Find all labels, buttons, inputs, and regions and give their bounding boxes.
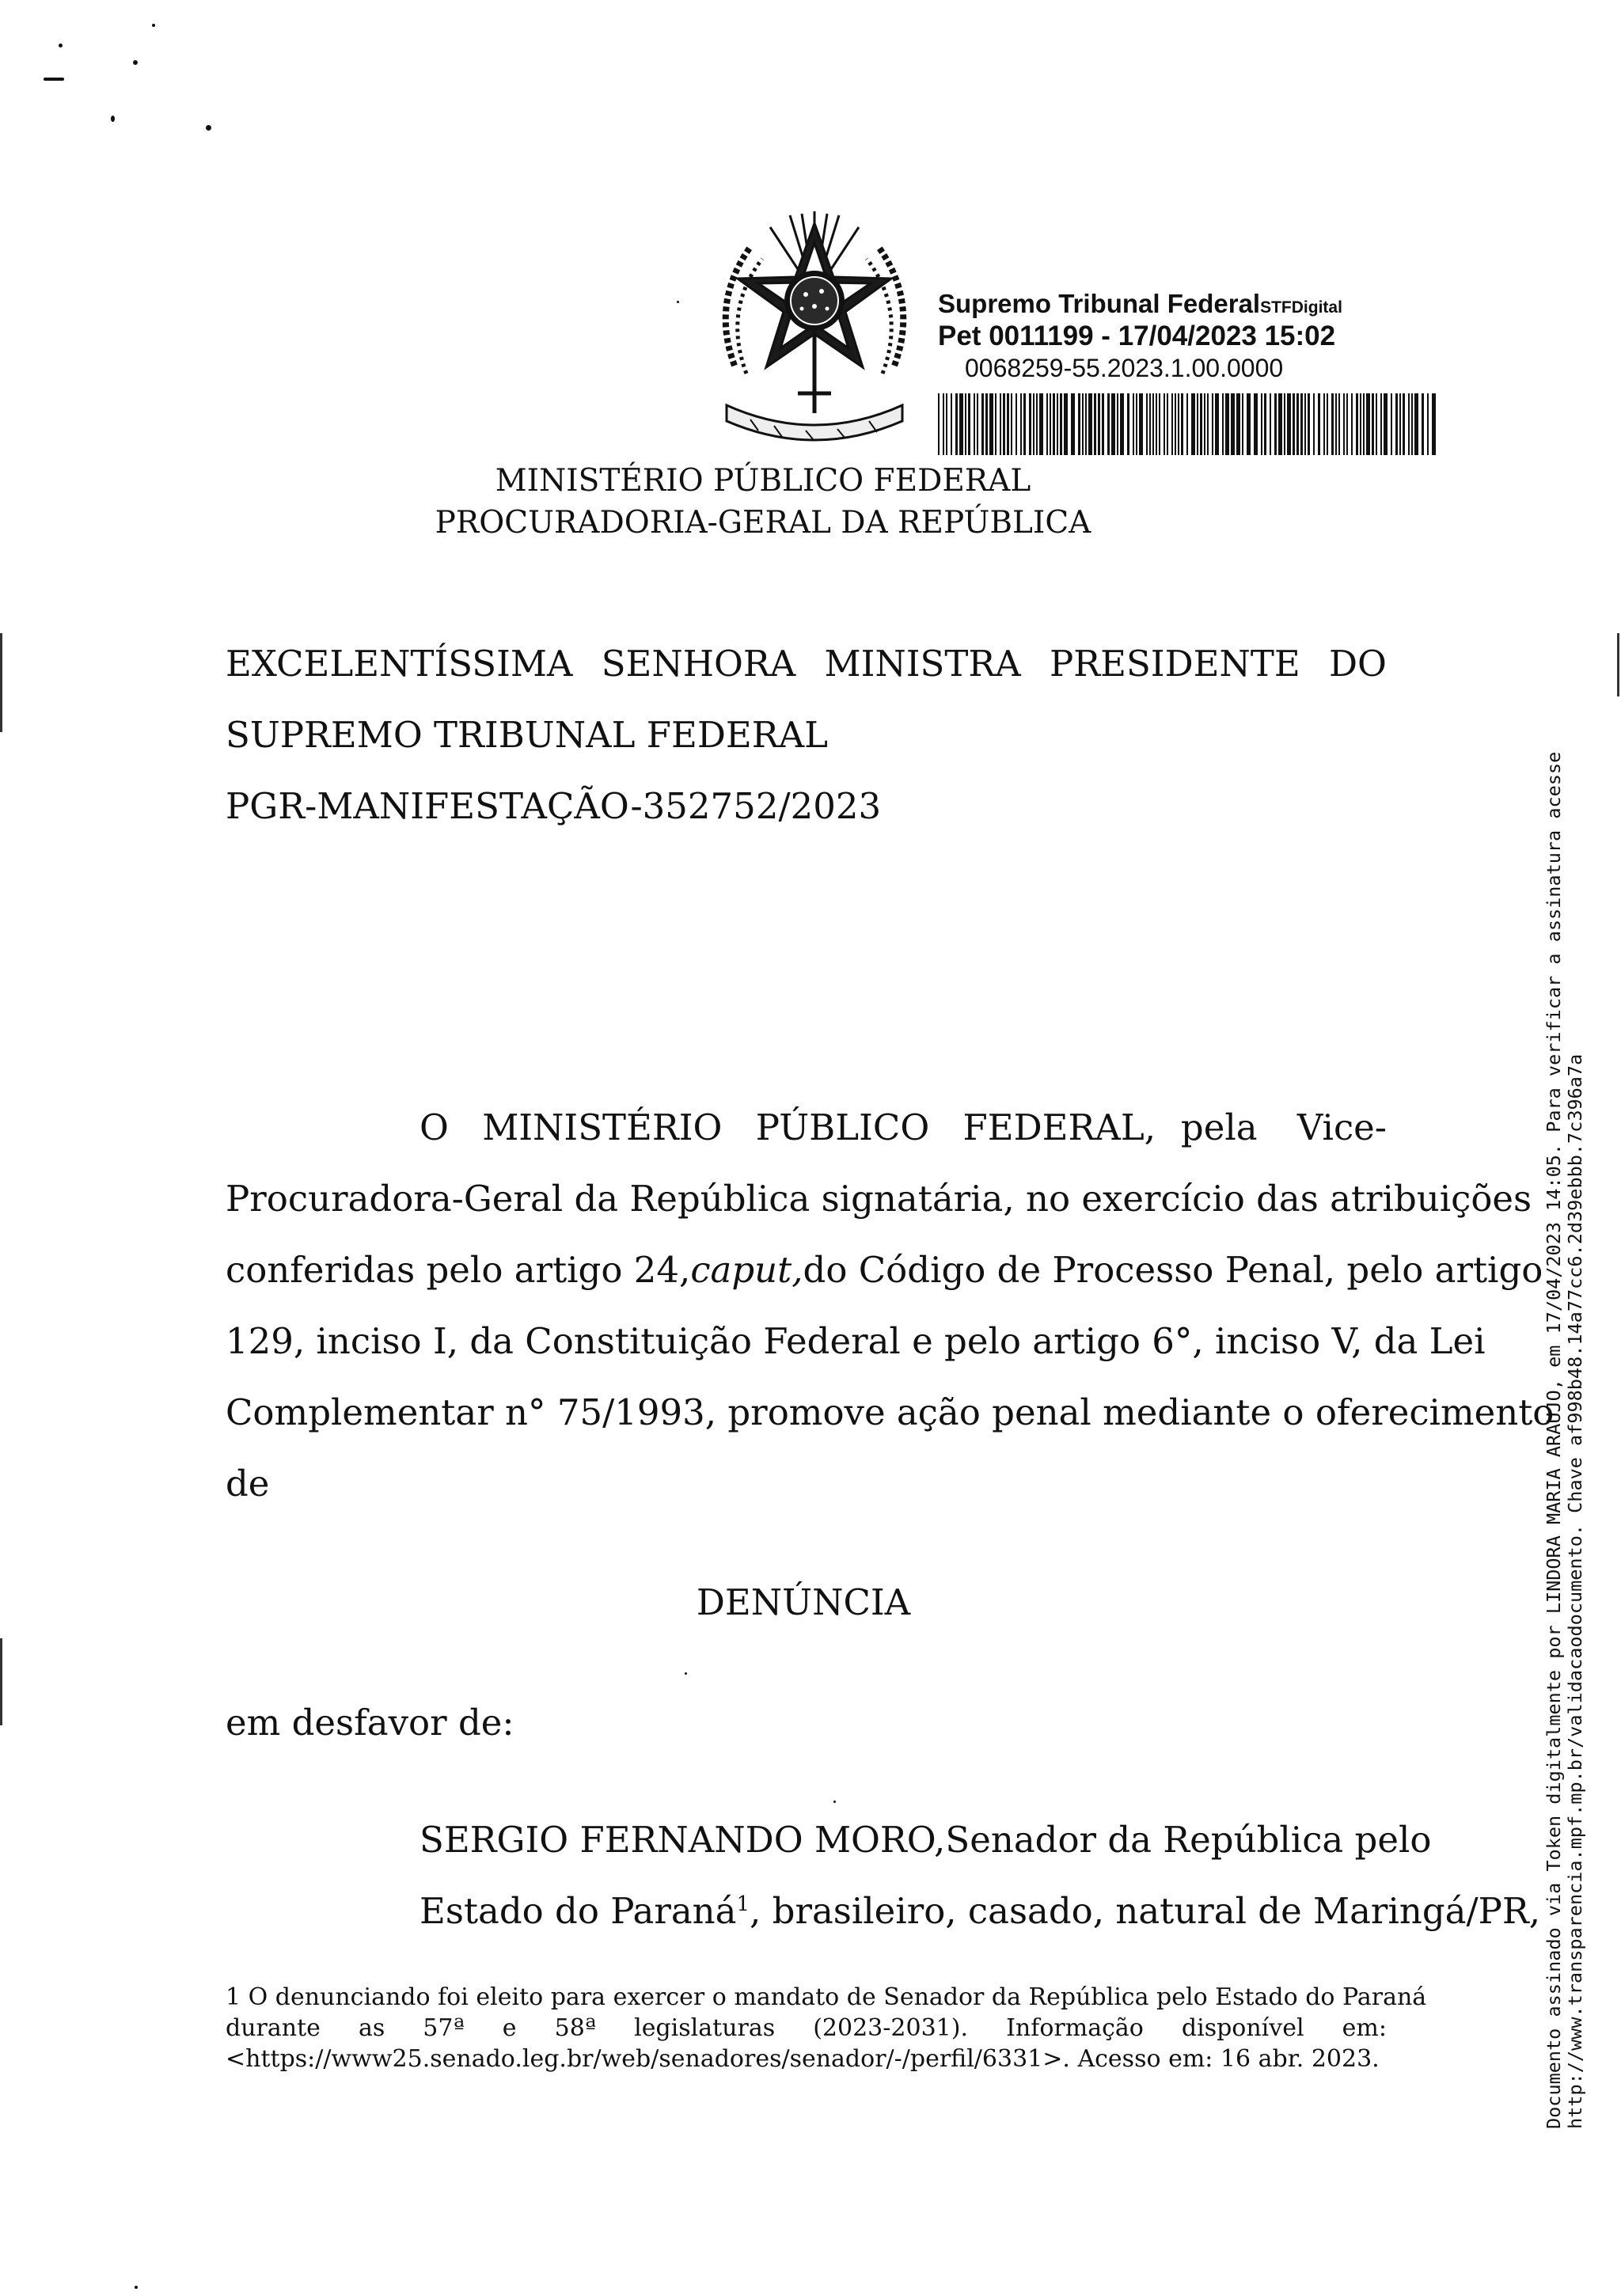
address-word: EXCELENTÍSSIMA	[226, 643, 573, 685]
barcode-bar	[1380, 393, 1382, 455]
defendant-name: SERGIO FERNANDO MORO,	[419, 1819, 946, 1861]
barcode-bar	[1000, 393, 1001, 455]
barcode-bar	[1146, 393, 1148, 455]
barcode-bar	[1247, 393, 1251, 455]
footnote-word: e	[502, 2014, 517, 2042]
barcode-bar	[1331, 393, 1334, 455]
barcode-bar	[1403, 393, 1405, 455]
barcode-bar	[1111, 393, 1115, 455]
barcode-bar	[1186, 393, 1188, 455]
barcode-bar	[1414, 393, 1418, 455]
barcode-bar	[1231, 393, 1235, 455]
barcode-bar	[1356, 393, 1358, 455]
barcode-bar	[1046, 393, 1048, 455]
address-word: PRESIDENTE	[1049, 643, 1300, 685]
barcode-bar	[1304, 393, 1306, 455]
barcode-bar	[1207, 393, 1209, 455]
paragraph-text: do Código de Processo Penal, pelo artigo	[803, 1249, 1543, 1291]
paragraph-italic: caput,	[690, 1249, 803, 1291]
barcode-bar	[1078, 393, 1080, 455]
barcode-bar	[1318, 393, 1320, 455]
barcode-bar	[1261, 393, 1262, 455]
barcode-bar	[1102, 393, 1104, 455]
barcode-bar	[1408, 393, 1410, 455]
scan-speck	[152, 24, 155, 27]
barcode-bar	[968, 393, 970, 455]
barcode-bar	[1133, 393, 1134, 455]
barcode-bar	[1039, 393, 1043, 455]
document-reference: PGR-MANIFESTAÇÃO-352752/2023	[226, 785, 882, 827]
barcode-bar	[938, 393, 940, 455]
barcode-bar	[1007, 393, 1009, 455]
paragraph-line-1	[419, 1106, 1387, 1148]
barcode-bar	[1427, 393, 1429, 455]
barcode-bar	[1215, 393, 1219, 455]
barcode-bar	[1399, 393, 1401, 455]
address-word: DO	[1328, 643, 1387, 685]
barcode-bar	[1120, 393, 1124, 455]
paragraph-line-5: Complementar n° 75/1993, promove ação penal mediante o oferecimento	[226, 1391, 1555, 1433]
barcode-bar	[1327, 393, 1328, 455]
barcode-bar	[1384, 393, 1388, 455]
barcode-bar	[955, 393, 958, 455]
barcode-bar	[1064, 393, 1068, 455]
scan-speck	[833, 1801, 836, 1803]
header-attorney-general: PROCURADORIA-GERAL DA REPÚBLICA	[435, 505, 1091, 541]
barcode-bar	[1136, 393, 1137, 455]
footnote-word: (2023-2031).	[813, 2014, 968, 2042]
barcode-bar	[1098, 393, 1100, 455]
barcode-bar	[946, 393, 947, 455]
stamp-petition: Pet 0011199 - 17/04/2023 15:02	[938, 321, 1336, 351]
barcode-bar	[1139, 393, 1143, 455]
barcode-bar	[1011, 393, 1012, 455]
address-word: MINISTRA	[824, 643, 1021, 685]
barcode-bar	[1036, 393, 1038, 455]
defendant-line-2	[419, 1890, 1540, 1932]
barcode-bar	[985, 393, 988, 455]
barcode-bar	[1363, 393, 1365, 455]
barcode-bar	[1156, 393, 1157, 455]
barcode-bar	[965, 393, 966, 455]
scan-speck	[133, 60, 138, 65]
barcode-bar	[1175, 393, 1176, 455]
scan-edge-line	[1617, 633, 1619, 696]
barcode-bar	[981, 393, 984, 455]
barcode-bar	[1372, 393, 1374, 455]
barcode-bar	[1360, 393, 1361, 455]
barcode-bar	[1200, 393, 1202, 455]
barcode-bar	[1164, 393, 1165, 455]
header-ministry: MINISTÉRIO PÚBLICO FEDERAL	[495, 463, 1031, 499]
barcode-bar	[1254, 393, 1258, 455]
barcode-bar	[1029, 393, 1031, 455]
barcode-bar	[1053, 393, 1055, 455]
barcode-bar	[1050, 393, 1051, 455]
address-line-1	[226, 643, 1387, 685]
barcode-bar	[943, 393, 944, 455]
scan-speck	[206, 125, 211, 131]
barcode-bar	[1197, 393, 1198, 455]
barcode-bar	[951, 393, 952, 455]
scan-edge-line	[0, 1638, 2, 1725]
paragraph-line-3	[226, 1249, 1543, 1291]
footnote-marker: 1	[736, 1892, 750, 1916]
footnote-word: 57ª	[423, 2014, 465, 2042]
barcode-bar	[1411, 393, 1413, 455]
barcode-bar	[1222, 393, 1224, 455]
barcode-bar	[1432, 393, 1436, 455]
barcode-bar	[1033, 393, 1034, 455]
stamp-digital: STFDigital	[1260, 298, 1342, 317]
footnote-word: durante	[226, 2014, 321, 2042]
barcode-bar	[1346, 393, 1348, 455]
barcode-bar	[1212, 393, 1213, 455]
barcode-bar	[1376, 393, 1377, 455]
party-name: O MINISTÉRIO PÚBLICO FEDERAL,	[419, 1106, 1156, 1148]
barcode-bar	[1278, 393, 1282, 455]
barcode-bar	[1088, 393, 1092, 455]
barcode-bar	[974, 393, 975, 455]
barcode-bar	[1082, 393, 1084, 455]
signature-line-1: Documento assinado via Token digitalmente por LINDORA MARIA ARAUJO, em 17/04/2023 14:05. Para verificar a assinatura acesse	[1543, 751, 1565, 2129]
barcode-bar	[1149, 393, 1151, 455]
barcode-bar	[1351, 393, 1353, 455]
barcode-bar	[1127, 393, 1129, 455]
paragraph-line-2: Procuradora-Geral da República signatária, no exercício das atribuições	[226, 1178, 1532, 1220]
barcode-bar	[1366, 393, 1370, 455]
footnote-word: disponível	[1181, 2014, 1304, 2042]
footnote-line-3: <https://www25.senado.leg.br/web/senadores/senador/-/perfil/6331>. Acesso em: 16 abr. 2023.	[226, 2045, 1380, 2073]
barcode-bar	[1023, 393, 1026, 455]
scan-speck	[44, 78, 64, 81]
against-label: em desfavor de:	[226, 1702, 514, 1744]
footnote-word: as	[358, 2014, 385, 2042]
scan-speck	[135, 2286, 138, 2289]
barcode-bar	[1422, 393, 1424, 455]
barcode-bar	[1236, 393, 1240, 455]
stamp-court-line	[938, 289, 1444, 319]
barcode-bar	[1264, 393, 1266, 455]
signature-verification-link[interactable]: http://www.transparencia.mpf.mp.br/validacaodocumento. Chave af998b48.14a77cc6.2d39ebbb.7c396a7a	[1564, 1053, 1586, 2129]
barcode-bar	[1107, 393, 1110, 455]
barcode-bar	[1296, 393, 1299, 455]
barcode-bar	[1060, 393, 1062, 455]
barcode-bar	[1300, 393, 1303, 455]
barcode-bar	[977, 393, 978, 455]
scan-speck	[111, 116, 115, 122]
protocol-stamp	[938, 289, 1444, 383]
barcode-bar	[1287, 393, 1291, 455]
barcode-bar	[959, 393, 963, 455]
barcode-bar	[1171, 393, 1173, 455]
barcode-bar	[1284, 393, 1285, 455]
paragraph-text: conferidas pelo artigo 24,	[226, 1249, 691, 1291]
footnote-word: 58ª	[554, 2014, 597, 2042]
barcode-bar	[995, 393, 997, 455]
address-line-2: SUPREMO TRIBUNAL FEDERAL	[226, 714, 829, 756]
defendant-line-1	[419, 1819, 1432, 1861]
barcode-bar	[1167, 393, 1168, 455]
defendant-text: , brasileiro, casado, natural de Maringá/PR,	[750, 1890, 1541, 1932]
scan-speck	[685, 1672, 687, 1675]
barcode-bar	[1338, 393, 1340, 455]
paragraph-text: pela Vice-	[1180, 1106, 1387, 1148]
paragraph-line-4: 129, inciso I, da Constituição Federal e pelo artigo 6°, inciso V, da Lei	[226, 1320, 1486, 1362]
barcode-bar	[1308, 393, 1310, 455]
barcode-bar	[1117, 393, 1118, 455]
barcode-bar	[1191, 393, 1195, 455]
barcode-bar	[1204, 393, 1205, 455]
coat-of-arms-emblem	[703, 207, 926, 445]
barcode-bar	[1071, 393, 1075, 455]
defendant-text: Senador da República pelo	[945, 1819, 1432, 1861]
barcode-bar	[1274, 393, 1277, 455]
barcode-bar	[1242, 393, 1243, 455]
barcode-bar	[1085, 393, 1087, 455]
barcode-bar	[1270, 393, 1271, 455]
scan-edge-line	[0, 633, 2, 732]
barcode-bar	[1020, 393, 1022, 455]
barcode-bar	[989, 393, 993, 455]
barcode-bar	[1395, 393, 1398, 455]
stamp-court: Supremo Tribunal Federal	[938, 289, 1261, 318]
barcode-bar	[1159, 393, 1160, 455]
barcode-bar	[1057, 393, 1058, 455]
barcode-bar	[1323, 393, 1325, 455]
barcode-bar	[1335, 393, 1337, 455]
barcode-bar	[1178, 393, 1179, 455]
barcode-bar	[1391, 393, 1392, 455]
footnote-word: em:	[1342, 2014, 1387, 2042]
barcode-bar	[1003, 393, 1005, 455]
barcode-bar	[1225, 393, 1229, 455]
barcode-bar	[1015, 393, 1017, 455]
barcode-bar	[1094, 393, 1096, 455]
footnote-word: Informação	[1006, 2014, 1144, 2042]
barcode	[938, 393, 1437, 455]
scan-speck	[59, 44, 63, 47]
address-word: SENHORA	[601, 643, 796, 685]
scan-speck	[677, 301, 679, 303]
footnote-word: legislaturas	[634, 2014, 776, 2042]
barcode-bar	[1293, 393, 1295, 455]
paragraph-line-6: de	[226, 1463, 270, 1505]
denuncia-title: DENÚNCIA	[696, 1581, 911, 1623]
footnote-line-1: 1 O denunciando foi eleito para exercer o mandato de Senador da República pelo Estado do Paraná	[226, 1983, 1427, 2011]
barcode-bar	[1152, 393, 1154, 455]
defendant-text: Estado do Paraná	[419, 1890, 737, 1932]
barcode-bar	[1313, 393, 1315, 455]
barcode-bar	[1181, 393, 1183, 455]
stamp-process-number: 0068259-55.2023.1.00.0000	[965, 354, 1284, 382]
digital-signature-notice	[1543, 625, 1586, 2129]
barcode-bar	[1343, 393, 1345, 455]
footnote-line-2	[226, 2014, 1387, 2042]
